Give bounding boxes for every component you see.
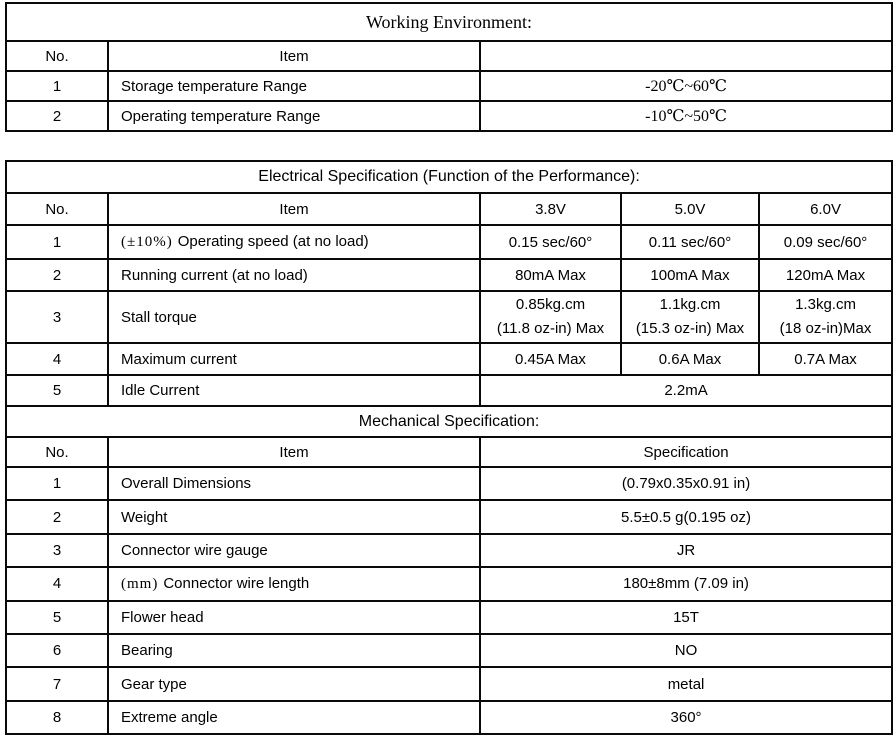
cell-no: 4 bbox=[6, 567, 108, 600]
cell-item: Running current (at no load) bbox=[108, 259, 480, 291]
table-header-row bbox=[6, 41, 892, 71]
cell-item: Extreme angle bbox=[108, 701, 480, 734]
section-title-electrical: Electrical Specification (Function of the Performance): bbox=[6, 161, 892, 193]
cell-item-label: Connector wire length bbox=[163, 574, 310, 592]
cell-value: 0.7A Max bbox=[759, 343, 892, 375]
cell-value-span: 2.2mA bbox=[480, 375, 892, 406]
cell-value-line1: 0.85kg.cm bbox=[515, 296, 586, 313]
cell-item-label: Operating speed (at no load) bbox=[177, 233, 369, 250]
cell-item: Overall Dimensions bbox=[108, 467, 480, 500]
column-header-specification: Specification bbox=[480, 437, 892, 467]
cell-no: 1 bbox=[6, 71, 108, 101]
table-row bbox=[6, 601, 892, 634]
table-row bbox=[6, 534, 892, 567]
cell-item: Flower head bbox=[108, 601, 480, 634]
cell-no: 5 bbox=[6, 601, 108, 634]
table-row bbox=[6, 701, 892, 734]
cell-no: 1 bbox=[6, 225, 108, 259]
cell-spec: 360° bbox=[480, 701, 892, 734]
column-header-item: Item bbox=[108, 193, 480, 225]
table-row bbox=[6, 375, 892, 406]
column-header-no: No. bbox=[6, 193, 108, 225]
table-row bbox=[6, 634, 892, 667]
table-row bbox=[6, 259, 892, 291]
section-title-working-environment: Working Environment: bbox=[6, 3, 892, 41]
cell-spec: JR bbox=[480, 534, 892, 567]
cell-value: 0.45A Max bbox=[480, 343, 621, 375]
cell-value-line2: (11.8 oz-in) Max bbox=[496, 320, 605, 337]
table-row bbox=[6, 3, 892, 41]
table-row bbox=[6, 500, 892, 533]
cell-item bbox=[108, 567, 480, 600]
cell-no: 2 bbox=[6, 259, 108, 291]
cell-value bbox=[621, 291, 759, 343]
electrical-mechanical-table bbox=[5, 160, 893, 735]
column-header-5-0v: 5.0V bbox=[621, 193, 759, 225]
column-header-item: Item bbox=[108, 41, 480, 71]
table-header-row bbox=[6, 193, 892, 225]
column-header-item: Item bbox=[108, 437, 480, 467]
section-title-mechanical: Mechanical Specification: bbox=[6, 406, 892, 437]
table-row bbox=[6, 71, 892, 101]
cell-spec: (0.79x0.35x0.91 in) bbox=[480, 467, 892, 500]
table-row bbox=[6, 161, 892, 193]
cell-value: -20℃~60℃ bbox=[480, 71, 892, 101]
column-header-value bbox=[480, 41, 892, 71]
cell-value-line2: (18 oz-in)Max bbox=[779, 320, 872, 337]
table-row bbox=[6, 467, 892, 500]
cell-value-line2: (15.3 oz-in) Max bbox=[635, 320, 745, 337]
cell-value-line1: 1.3kg.cm bbox=[795, 296, 856, 313]
cell-item: Weight bbox=[108, 500, 480, 533]
cell-value: 0.11 sec/60° bbox=[621, 225, 759, 259]
table-header-row bbox=[6, 437, 892, 467]
cell-value bbox=[759, 291, 892, 343]
cell-spec: 180±8mm (7.09 in) bbox=[480, 567, 892, 600]
working-environment-table bbox=[5, 2, 893, 132]
cell-no: 7 bbox=[6, 667, 108, 700]
cell-value: 100mA Max bbox=[621, 259, 759, 291]
cell-value bbox=[480, 291, 621, 343]
cell-no: 3 bbox=[6, 291, 108, 343]
table-row bbox=[6, 567, 892, 600]
table-row bbox=[6, 225, 892, 259]
unit-prefix: (mm) bbox=[121, 575, 159, 592]
table-row bbox=[6, 343, 892, 375]
cell-item: Storage temperature Range bbox=[108, 71, 480, 101]
table-row bbox=[6, 101, 892, 131]
cell-value: 0.09 sec/60° bbox=[759, 225, 892, 259]
cell-spec: NO bbox=[480, 634, 892, 667]
cell-no: 6 bbox=[6, 634, 108, 667]
cell-value: 120mA Max bbox=[759, 259, 892, 291]
cell-no: 2 bbox=[6, 500, 108, 533]
cell-value: 0.6A Max bbox=[621, 343, 759, 375]
table-row bbox=[6, 667, 892, 700]
cell-value: 0.15 sec/60° bbox=[480, 225, 621, 259]
cell-no: 1 bbox=[6, 467, 108, 500]
cell-spec: 5.5±0.5 g(0.195 oz) bbox=[480, 500, 892, 533]
column-header-3-8v: 3.8V bbox=[480, 193, 621, 225]
cell-item: Bearing bbox=[108, 634, 480, 667]
tolerance-prefix: (±10%) bbox=[121, 234, 173, 250]
cell-spec: metal bbox=[480, 667, 892, 700]
cell-no: 8 bbox=[6, 701, 108, 734]
cell-item: Operating temperature Range bbox=[108, 101, 480, 131]
cell-item: Maximum current bbox=[108, 343, 480, 375]
cell-value-line1: 1.1kg.cm bbox=[659, 296, 721, 313]
cell-value: -10℃~50℃ bbox=[480, 101, 892, 131]
cell-item: Idle Current bbox=[108, 375, 480, 406]
cell-no: 4 bbox=[6, 343, 108, 375]
cell-item bbox=[108, 225, 480, 259]
cell-item: Stall torque bbox=[108, 291, 480, 343]
cell-value: 80mA Max bbox=[480, 259, 621, 291]
column-header-6-0v: 6.0V bbox=[759, 193, 892, 225]
cell-spec: 15T bbox=[480, 601, 892, 634]
column-header-no: No. bbox=[6, 437, 108, 467]
cell-no: 5 bbox=[6, 375, 108, 406]
cell-no: 2 bbox=[6, 101, 108, 131]
table-row bbox=[6, 406, 892, 437]
column-header-no: No. bbox=[6, 41, 108, 71]
cell-no: 3 bbox=[6, 534, 108, 567]
table-row bbox=[6, 291, 892, 343]
cell-item: Connector wire gauge bbox=[108, 534, 480, 567]
cell-item: Gear type bbox=[108, 667, 480, 700]
